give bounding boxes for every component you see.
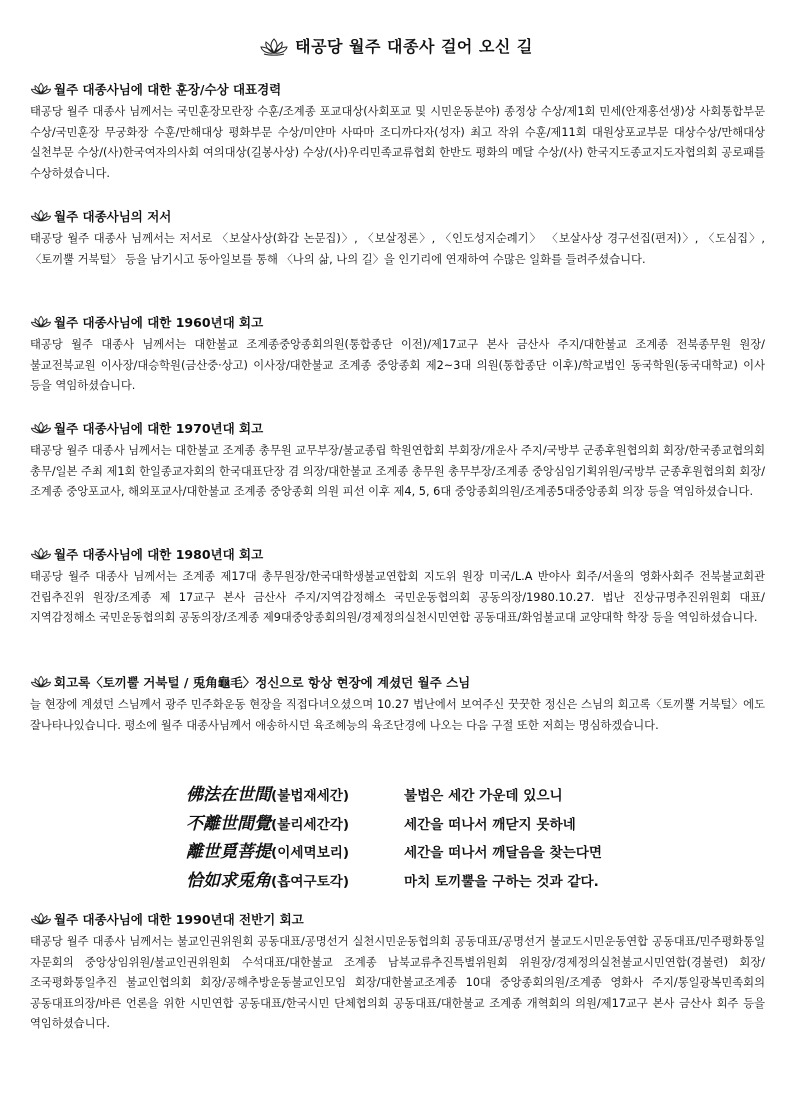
section-body: 태공당 월주 대종사 님께서는 조계종 제17대 총무원장/한국대학생불교연합회 지도위 원장 미국/L.A 반야사 회주/서울의 영화사회주 전북불교회관 건립추진위 원장/조계종 제 17교구 본사 금산사 주지/지역감정해소 국민운동협의회 공동의장/1980.10.27. 법난 진상규명추진위원회 대표/지역감정해소 국민운동협의회 공동의장/조계종 제9대중앙종회의원/경제정의실천시민연합 공동대표/화엄불교대 교양대학 학장 등을 역임하셨습니다. [30,570,765,625]
section-heading-text: 월주 대종사님에 대한 1980년대 회고 [54,547,264,562]
section-heading-text: 월주 대종사님에 대한 1970년대 회고 [54,421,264,436]
poem-reading: (흡여구토각) [271,873,350,890]
poem-verse [186,780,646,894]
poem-translation: 마치 토끼뿔을 구하는 것과 같다. [404,873,599,890]
lotus-icon [30,674,52,689]
poem-hanja [186,809,404,834]
title-text: 태공당 월주 대종사 걸어 오신 길 [295,37,533,56]
section-heading [30,545,765,565]
poem-line [186,866,646,895]
section-body: 태공당 월주 대종사 님께서는 대한불교 조계종 총무원 교무부장/불교종립 학원연합회 부회장/개운사 주지/국방부 군종후원협의회 회장/한국종교협의회 총무/일본 주최 제1회 한일종교자회의 한국대표단장 겸 의장/대한불교 조계종 총무원 총무부장/조계종 중앙심임기획위원/국방부 군종후원협의회 회장/조계종 중앙포교사, 해외포교사/대한불교 조계종 중앙종회 의원 피선 이후 제4, 5, 6대 중앙종회의원/조계종5대중앙종회 의장 등을 역임하셨습니다. [30,444,765,499]
section-heading [30,80,765,100]
poem-hanja [186,837,404,862]
lotus-icon [30,314,52,329]
poem-translation: 불법은 세간 가운데 있으니 [404,788,563,804]
section-heading-text: 월주 대종사님에 대한 1960년대 회고 [54,315,264,330]
poem-reading: (불리세간각) [271,816,350,833]
poem-translation: 세간을 떠나서 깨달음을 찾는다면 [404,845,603,861]
section-heading-text: 월주 대종사님의 저서 [54,209,172,224]
section-body: 늘 현장에 계셨던 스님께서 광주 민주화운동 현장을 직접다녀오셨으며 10.27 법난에서 보여주신 꿋꿋한 정신은 스님의 회고록〈토끼뿔 거북털〉에도 잘나타나있습니다. 평소에 월주 대종사님께서 애송하시던 육조혜능의 육조단경에 나오는 다음 구절 또한 저희는 명심하겠습니다. [30,698,765,732]
poem-hanja-text: 恰如求兎角 [186,870,271,891]
poem-line [186,809,646,838]
lotus-icon [30,420,52,435]
section-body: 태공당 월주 대종사 님께서는 불교인권위원회 공동대표/공명선거 실천시민운동협의회 공동대표/공명선거 불교도시민운동연합 공동대표/민주평화통일 자문회의 중앙상임위원/불교인권위원회 수석대표/대한불교 조계종 남북교류추진특별위원회 위원장/경제정의실천불교시민연합(경불련) 회장/조국평화통일추진 불교인협의회 회장/공해추방운동불교인모임 회장/대한불교조계종 10대 중앙종회의원/조계종 영화사 주지/통일광복민족회의 공동대표의장/바른 언론을 위한 시민연합 공동대표/한국시민 단체협의회 공동대표/대한불교 조계종 개혁회의 의원/제17교구 본사 금산사 회주 등을 역임하셨습니다. [30,935,765,1031]
poem-hanja-text: 佛法在世間 [186,785,271,805]
section-body: 태공당 월주 대종사 님께서는 국민훈장모란장 수훈/조계종 포교대상(사회포교 및 시민운동분야) 종정상 수상/제1회 민세(안재홍선생)상 사회통합부문 수상/국민훈장 무궁화장 수훈/만해대상 평화부문 수상/미얀마 사따마 조디까다자(성자) 최고 작위 수훈/제11회 대원상포교부문 대상수상/만해대상 실천부문 수상/(사)한국여자의사회 여의대상(길봉사상) 수상/(사)우리민족교류협회 한반도 평화의 메달 수상/(사) 한국지도종교지도자협의회 공로패를 수상하셨습니다. [30,105,765,180]
lotus-icon [30,81,52,96]
section-body: 태공당 월주 대종사 님께서는 대한불교 조계종중앙종회의원(통합종단 이전)/제17교구 본사 금산사 주지/대한불교 조계종 전북종무원 원장/불교전북교원 이사장/대승학원(금산중·상고) 이사장/대한불교 조계종 중앙종회 제2~3대 의원(통합종단 이후)/학교법인 동국학원(동국대학교) 이사 등을 역임하셨습니다. [30,338,765,393]
poem-translation: 세간을 떠나서 깨닫지 못하네 [404,816,576,833]
section-heading [30,910,765,930]
section-1970s [30,419,765,503]
lotus-icon [259,36,289,56]
poem-hanja-text: 不離世間覺 [186,813,271,834]
lotus-icon [30,208,52,223]
section-heading [30,313,765,333]
document-title [0,34,792,57]
section-heading-text: 회고록〈토끼뿔 거북털 / 兎角龜毛〉정신으로 항상 현장에 계셨던 월주 스님 [54,675,471,690]
section-1990s [30,910,765,1035]
poem-hanja [186,866,404,891]
lotus-icon [30,911,52,926]
poem-line [186,780,646,809]
section-heading [30,673,765,693]
section-heading-text: 월주 대종사님에 대한 훈장/수상 대표경력 [54,82,282,97]
section-memoir [30,673,765,736]
poem-hanja-text: 離世覓菩提 [186,842,271,862]
section-1980s [30,545,765,629]
poem-reading: (이세멱보리) [271,845,350,861]
poem-reading: (불법재세간) [271,788,350,804]
poem-hanja [186,780,404,805]
section-heading [30,207,765,227]
section-awards [30,80,765,184]
lotus-icon [30,546,52,561]
section-heading-text: 월주 대종사님에 대한 1990년대 전반기 회고 [54,912,304,927]
section-body: 태공당 월주 대종사 님께서는 저서로 〈보살사상(화갑 논문집)〉, 〈보살정론〉, 〈인도성지순례기〉 〈보살사상 경구선집(편저)〉, 〈도심집〉, 〈토끼뿔 거북털〉 등을 남기시고 동아일보를 통해 〈나의 삶, 나의 길〉을 인기리에 연재하여 수많은 일화를 들려주셨습니다. [30,232,765,266]
poem-line [186,837,646,866]
section-heading [30,419,765,439]
section-1960s [30,313,765,397]
section-writings [30,207,765,270]
